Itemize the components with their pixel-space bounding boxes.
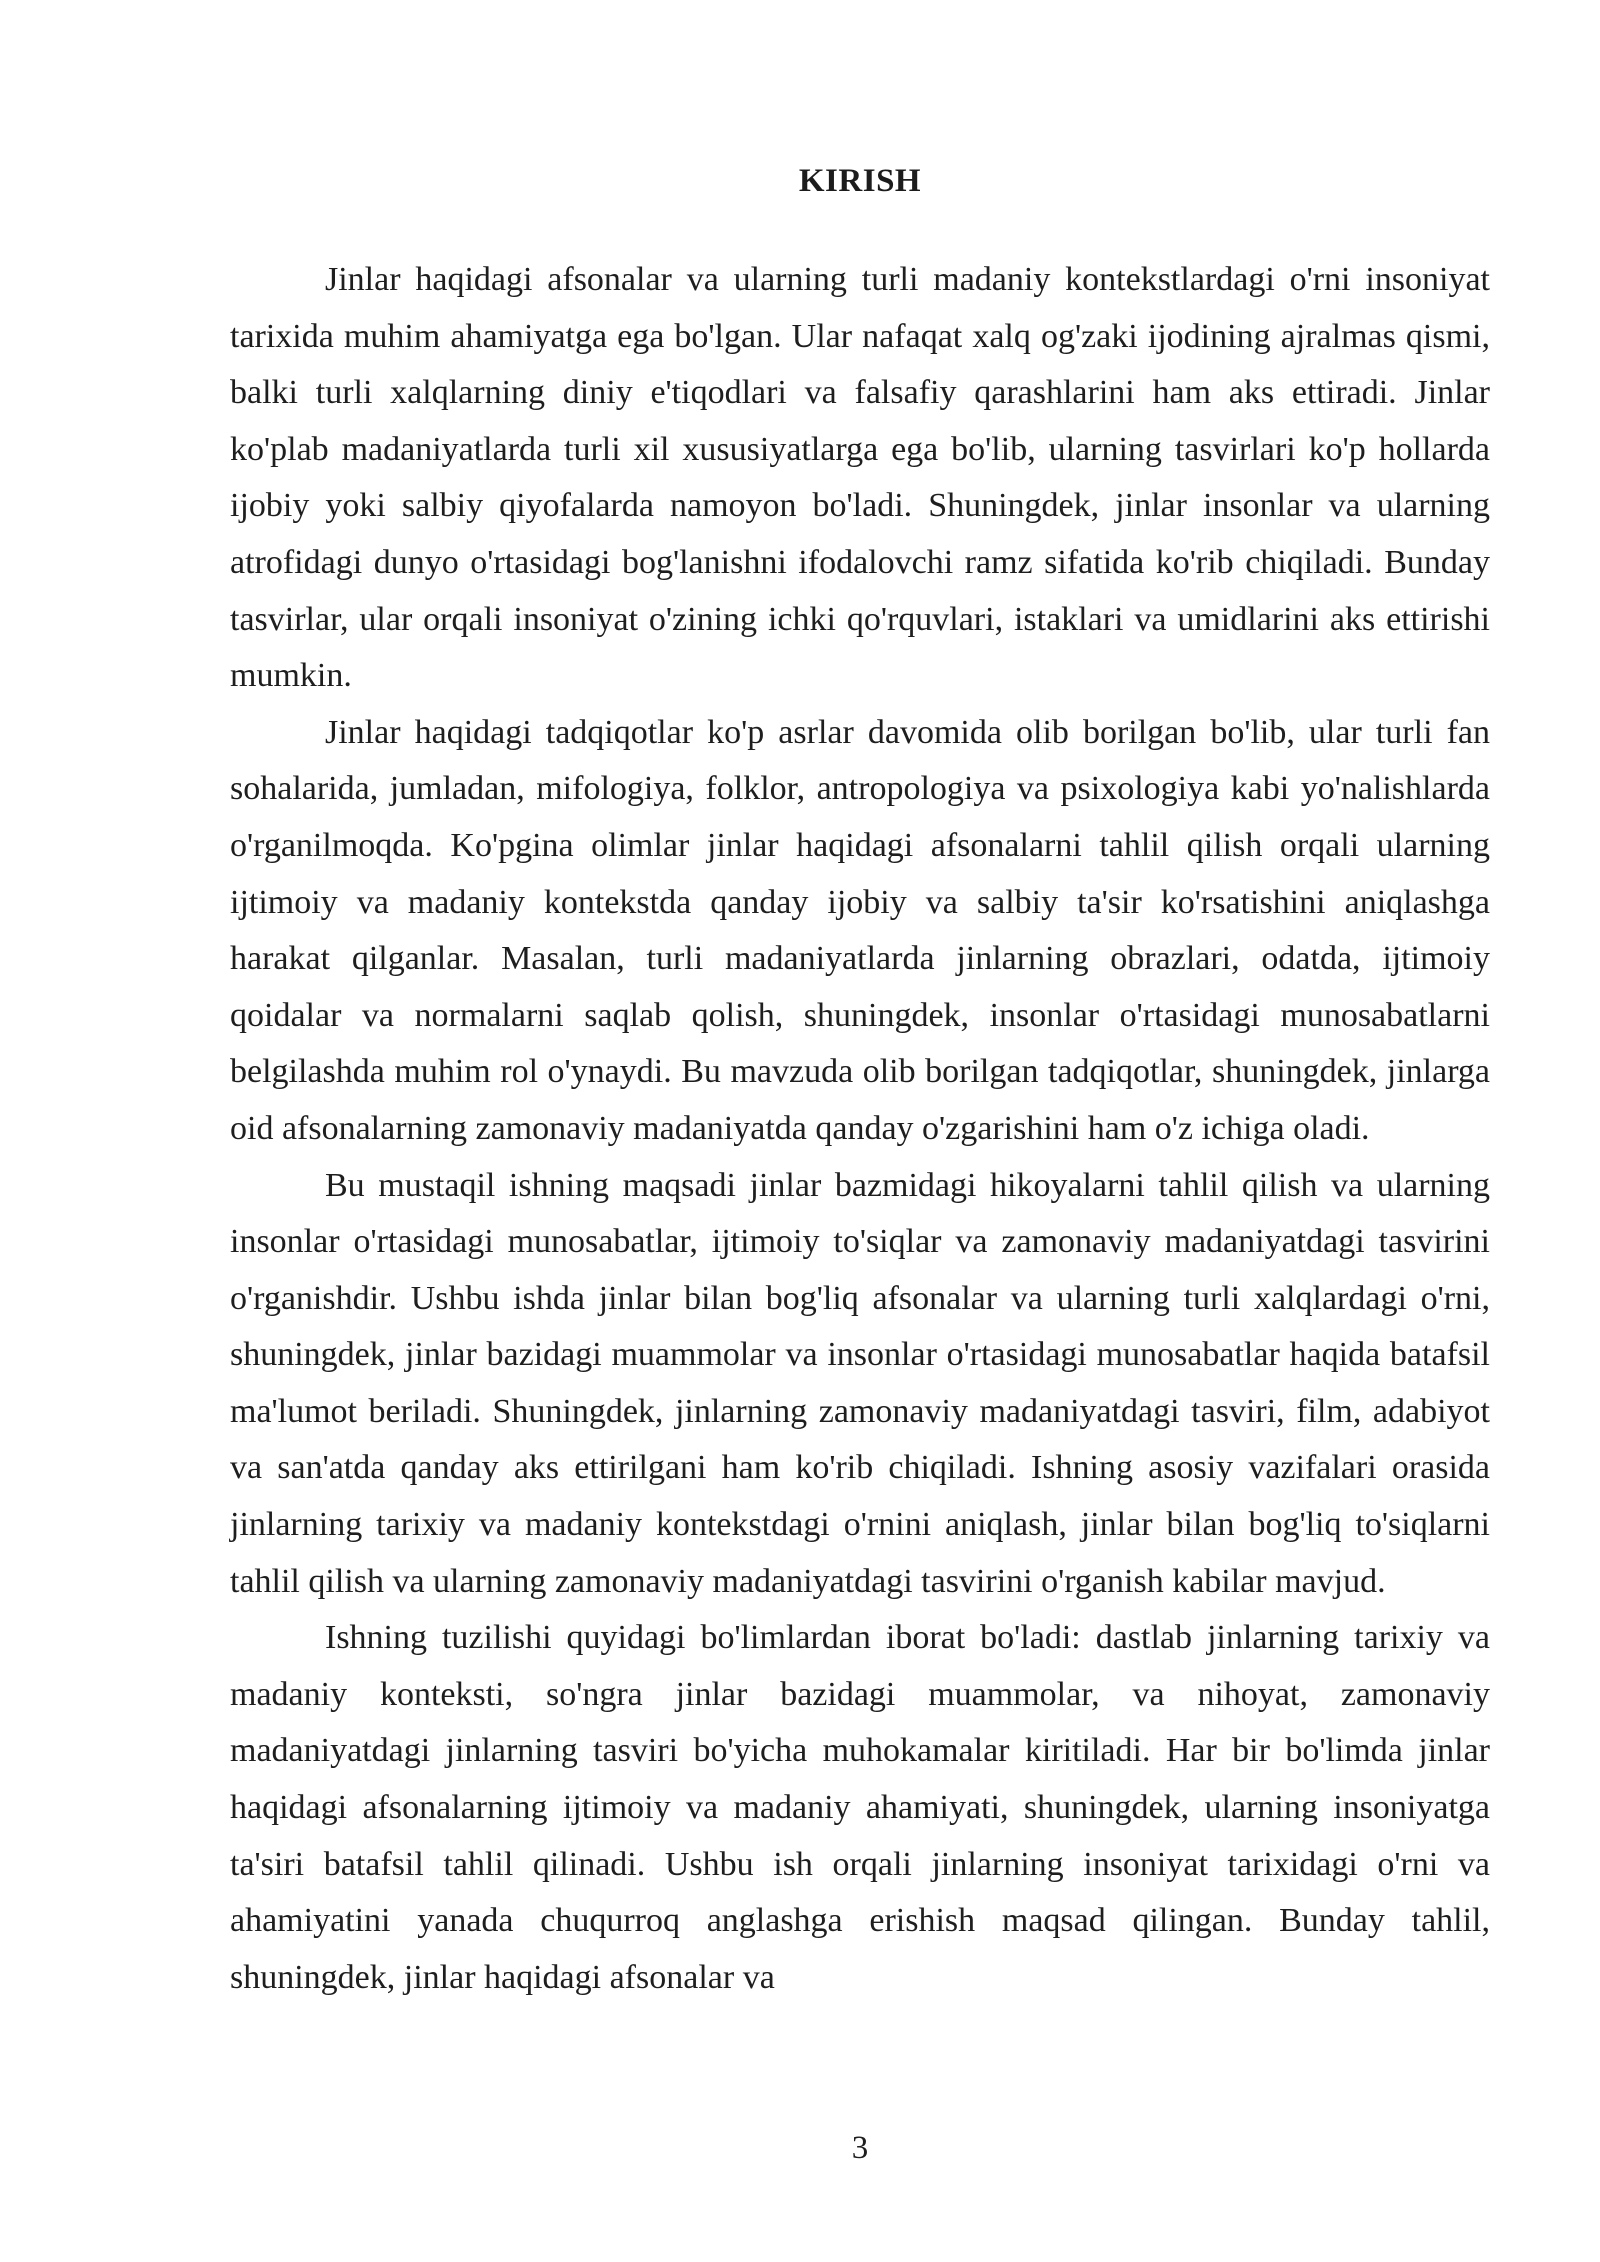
section-title: KIRISH <box>798 163 922 199</box>
body-text <box>230 252 1490 2006</box>
paragraph-1: Jinlar haqidagi afsonalar va ularning turli madaniy kontekstlardagi o'rni insoniyat tarixida muhim ahamiyatga ega bo'lgan. Ular nafaqat xalq og'zaki ijodining ajralmas qismi, balki turli xalqlarning diniy e'tiqodlari va falsafiy qarashlarini ham aks ettiradi. Jinlar ko'plab madaniyatlarda turli xil xususiyatlarga ega bo'lib, ularning tasvirlari ko'p hollarda ijobiy yoki salbiy qiyofalarda namoyon bo'ladi. Shuningdek, jinlar insonlar va ularning atrofidagi dunyo o'rtasidagi bog'lanishni ifodalovchi ramz sifatida ko'rib chiqiladi. Bunday tasvirlar, ular orqali insoniyat o'zining ichki qo'rquvlari, istaklari va umidlarini aks ettirishi mumkin. <box>230 261 1490 695</box>
paragraph-4: Ishning tuzilishi quyidagi bo'limlardan iborat bo'ladi: dastlab jinlarning tarixiy va madaniy konteksti, so'ngra jinlar bazidagi muammolar, va nihoyat, zamonaviy madaniyatdagi jinlarning tasviri bo'yicha muhokamalar kiritiladi. Har bir bo'limda jinlar haqidagi afsonalarning ijtimoiy va madaniy ahamiyati, shuningdek, ularning insoniyatga ta'siri batafsil tahlil qilinadi. Ushbu ish orqali jinlarning insoniyat tarixidagi o'rni va ahamiyatini yanada chuqurroq anglashga erishish maqsad qilingan. Bunday tahlil, shuningdek, jinlar haqidagi afsonalar va <box>230 1619 1490 1996</box>
page-number: 3 <box>851 2130 869 2166</box>
paragraph-3: Bu mustaqil ishning maqsadi jinlar bazmidagi hikoyalarni tahlil qilish va ularning insonlar o'rtasidagi munosabatlar, ijtimoiy to'siqlar va zamonaviy madaniyatdagi tasvirini o'rganishdir. Ushbu ishda jinlar bilan bog'liq afsonalar va ularning turli xalqlardagi o'rni, shuningdek, jinlar bazidagi muammolar va insonlar o'rtasidagi munosabatlar haqida batafsil ma'lumot beriladi. Shuningdek, jinlarning zamonaviy madaniyatdagi tasviri, film, adabiyot va san'atda qanday aks ettirilgani ham ko'rib chiqiladi. Ishning asosiy vazifalari orasida jinlarning tarixiy va madaniy kontekstdagi o'rnini aniqlash, jinlar bilan bog'liq to'siqlarni tahlil qilish va ularning zamonaviy madaniyatdagi tasvirini o'rganish kabilar mavjud. <box>230 1166 1490 1600</box>
paragraph-2: Jinlar haqidagi tadqiqotlar ko'p asrlar davomida olib borilgan bo'lib, ular turli fan sohalarida, jumladan, mifologiya, folklor, antropologiya va psixologiya kabi yo'nalishlarda o'rganilmoqda. Ko'pgina olimlar jinlar haqidagi afsonalarni tahlil qilish orqali ularning ijtimoiy va madaniy kontekstda qanday ijobiy va salbiy ta'sir ko'rsatishini aniqlashga harakat qilganlar. Masalan, turli madaniyatlarda jinlarning obrazlari, odatda, ijtimoiy qoidalar va normalarni saqlab qolish, shuningdek, insonlar o'rtasidagi munosabatlarni belgilashda muhim rol o'ynaydi. Bu mavzuda olib borilgan tadqiqotlar, shuningdek, jinlarga oid afsonalarning zamonaviy madaniyatda qanday o'zgarishini ham o'z ichiga oladi. <box>230 713 1490 1147</box>
